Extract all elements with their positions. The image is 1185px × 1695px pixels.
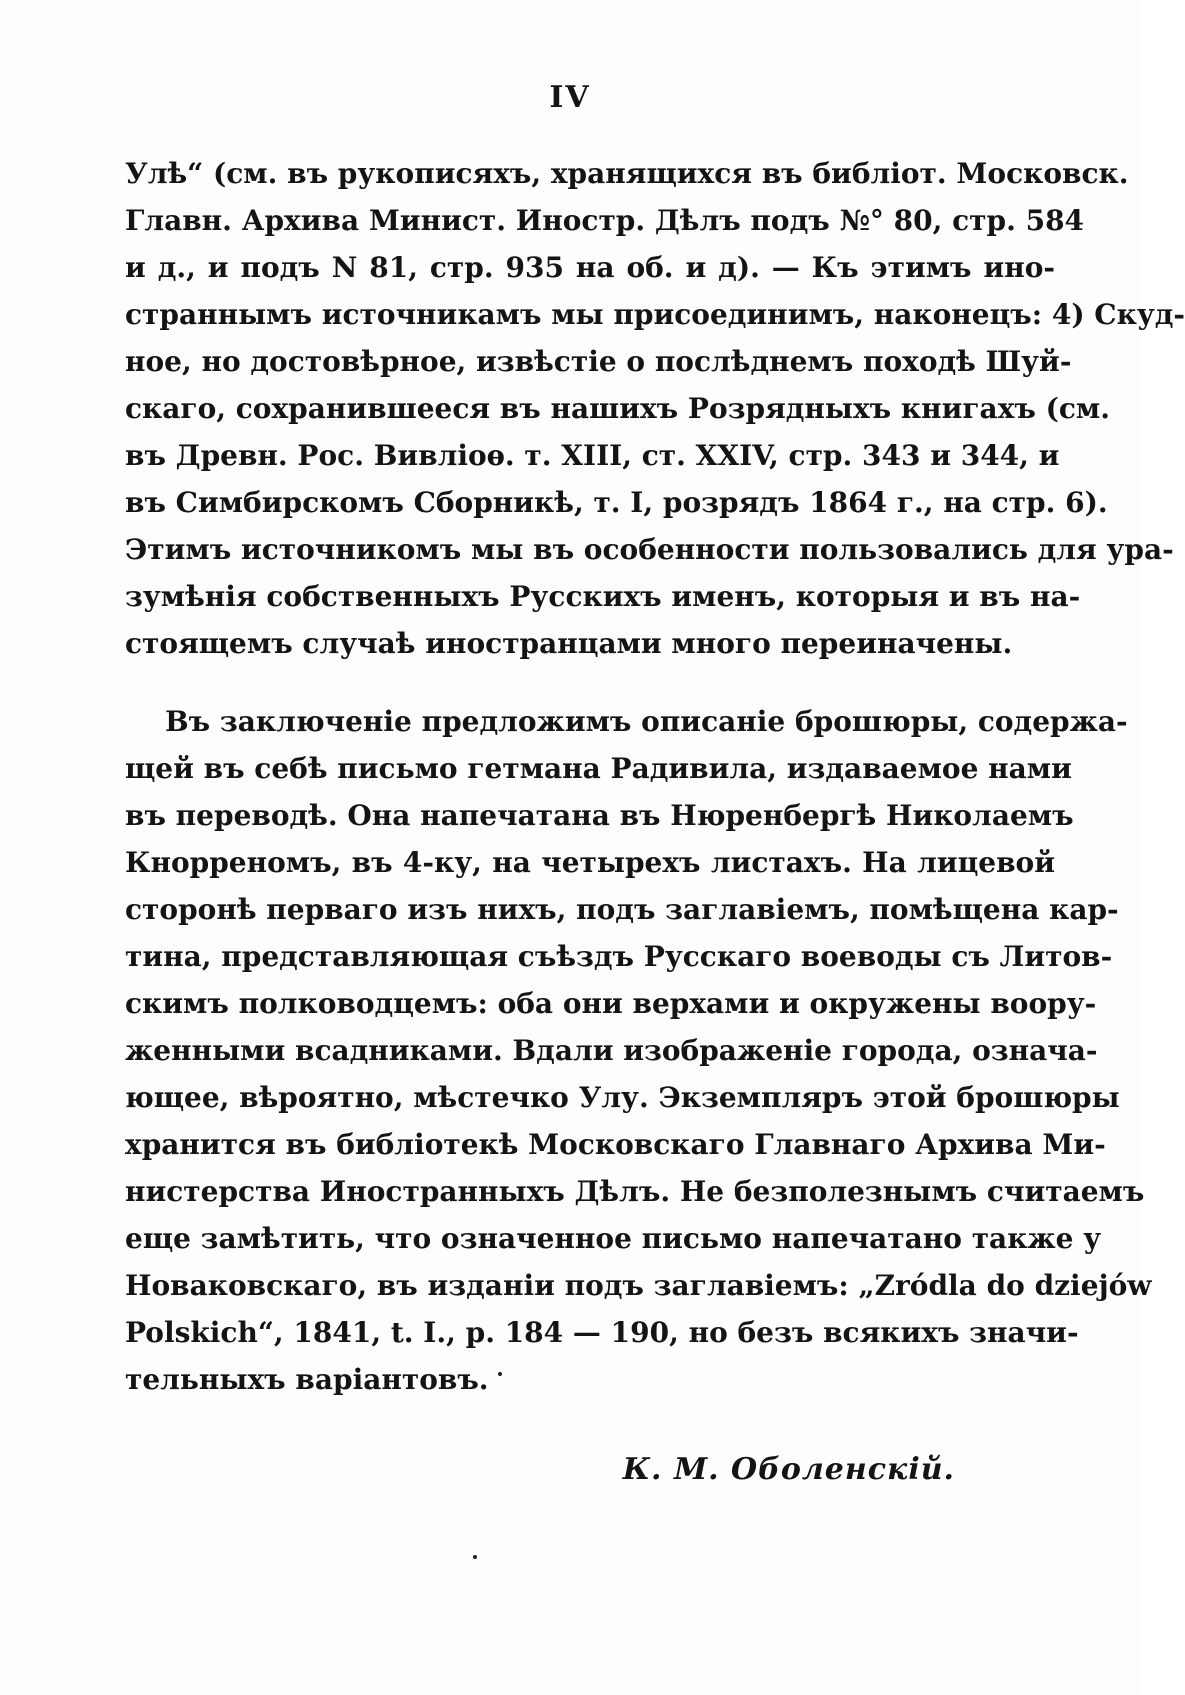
- print-speck: [498, 1372, 502, 1376]
- text-line: въ переводѣ. Она напечатана въ Нюренбергѣ Николаемъ: [125, 799, 1074, 832]
- text-line: Улѣ“ (см. въ рукописяхъ, хранящихся въ библiот. Московск.: [125, 157, 1129, 190]
- text-line: хранится въ библiотекѣ Московскаго Главнаго Архива Ми-: [125, 1128, 1106, 1161]
- text-line: Polskich“, 1841, t. I., p. 184 — 190, но безъ всякихъ значи-: [125, 1316, 1079, 1349]
- text-line: щей въ себѣ письмо гетмана Радивила, издаваемое нами: [125, 752, 1072, 785]
- page-number: IV: [549, 80, 591, 115]
- text-line: Новаковскаго, въ изданiи подъ заглавiемъ: „Zródla do dziejów: [125, 1269, 1152, 1302]
- paragraph-2: [125, 698, 1152, 1403]
- text-line: Въ заключенiе предложимъ описанiе брошюры, содержа-: [165, 705, 1128, 738]
- text-line: ное, но достовѣрное, извѣстiе о послѣднемъ походѣ Шуй-: [125, 345, 1072, 378]
- text-line: тельныхъ варiантовъ.: [125, 1363, 489, 1396]
- text-line: Кнорреномъ, въ 4-ку, на четырехъ листахъ. На лицевой: [125, 846, 1055, 879]
- text-line: скимъ полководцемъ: оба они верхами и окружены воору-: [125, 987, 1097, 1020]
- text-line: страннымъ источникамъ мы присоединимъ, наконецъ: 4) Скуд-: [125, 298, 1185, 331]
- text-line: и д., и подъ N 81, стр. 935 на об. и д). — Къ этимъ ино-: [125, 251, 1055, 284]
- text-line: женными всадниками. Вдали изображенiе города, означа-: [125, 1034, 1098, 1067]
- print-speck: [473, 1555, 477, 1559]
- text-line: стоящемъ случаѣ иностранцами много переиначены.: [125, 627, 1013, 660]
- paragraph-1: [125, 150, 1185, 667]
- text-line: Этимъ источникомъ мы въ особенности пользовались для ура-: [125, 533, 1174, 566]
- text-line: Главн. Архива Минист. Иностр. Дѣлъ подъ №° 80, стр. 584: [125, 204, 1085, 237]
- text-line: зумѣнiя собственныхъ Русскихъ именъ, которыя и въ на-: [125, 580, 1081, 613]
- text-line: ющее, вѣроятно, мѣстечко Улу. Экземпляръ этой брошюры: [125, 1081, 1120, 1114]
- author-signature: К. М. Оболенскiй.: [622, 1452, 955, 1487]
- text-line: еще замѣтить, что означенное письмо напечатано также у: [125, 1222, 1102, 1255]
- text-line: скаго, сохранившееся въ нашихъ Розрядныхъ книгахъ (см.: [125, 392, 1110, 425]
- text-line: сторонѣ перваго изъ нихъ, подъ заглавiемъ, помѣщена кар-: [125, 893, 1119, 926]
- text-line: нистерства Иностранныхъ Дѣлъ. Не безполезнымъ считаемъ: [125, 1175, 1145, 1208]
- text-line: въ Симбирскомъ Сборникѣ, т. I, розрядъ 1864 г., на стр. 6).: [125, 486, 1108, 519]
- text-line: тина, представляющая съѣздъ Русскаго воеводы съ Литов-: [125, 940, 1113, 973]
- text-line: въ Древн. Рос. Вивлiоѳ. т. XIII, ст. XXIV, стр. 343 и 344, и: [125, 439, 1060, 472]
